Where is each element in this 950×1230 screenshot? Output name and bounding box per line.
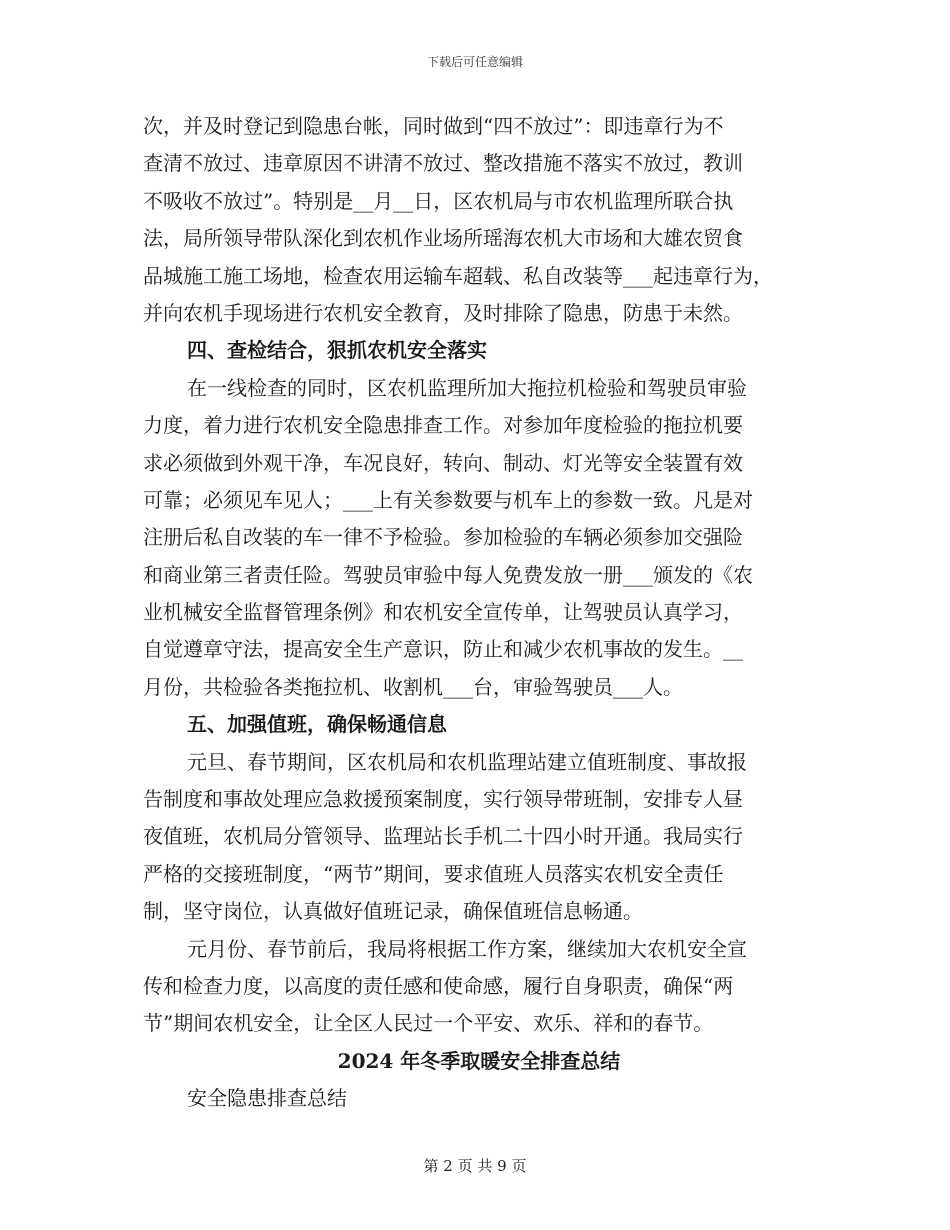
paragraph-line: 力度，着力进行农机安全隐患排查工作。对参加年度检验的拖拉机要 <box>143 413 743 438</box>
paragraph-line: 注册后私自改装的车一律不予检验。参加检验的车辆必须参加交强险 <box>143 525 743 550</box>
page-header: 下载后可任意编辑 <box>426 55 523 69</box>
paragraph-line: 夜值班，农机局分管领导、监理站长手机二十四小时开通。我局实行 <box>143 824 743 849</box>
paragraph-line: 自觉遵章守法，提高安全生产意识，防止和减少农机事故的发生。__ <box>143 637 743 662</box>
paragraph-line: 月份，共检验各类拖拉机、收割机___台，审验驾驶员___人。 <box>143 674 683 699</box>
document-body <box>143 108 815 1118</box>
paragraph-line: 严格的交接班制度，“两节”期间，要求值班人员落实农机安全责任 <box>143 861 724 886</box>
paragraph-line: 并向农机手现场进行农机安全教育，及时排除了隐患，防患于未然。 <box>143 300 743 325</box>
paragraph-first-line: 元旦、春节期间，区农机局和农机监理站建立值班制度、事故报 <box>187 749 747 774</box>
paragraph-line: 求必须做到外观干净，车况良好，转向、制动、灯光等安全装置有效 <box>143 450 743 475</box>
paragraph-line: 制，坚守岗位，认真做好值班记录，确保值班信息畅通。 <box>143 899 643 924</box>
document-title: 2024 年冬季取暖安全排查总结 <box>337 1048 621 1073</box>
paragraph-line: 业机械安全监督管理条例》和农机安全宣传单，让驾驶员认真学习， <box>143 600 743 625</box>
paragraph-line: 查清不放过、违章原因不讲清不放过、整改措施不落实不放过，教训 <box>143 151 743 176</box>
paragraph-first-line: 安全隐患排查总结 <box>187 1086 347 1111</box>
paragraph-line: 可靠；必须见车见人；___上有关参数要与机车上的参数一致。凡是对 <box>143 487 753 512</box>
paragraph-line: 品城施工施工场地，检查农用运输车超载、私自改装等___起违章行为， <box>143 263 773 288</box>
paragraph-line: 和商业第三者责任险。驾驶员审验中每人免费发放一册___颁发的《农 <box>143 562 753 587</box>
paragraph-first-line: 在一线检查的同时，区农机监理所加大拖拉机检验和驾驶员审验 <box>187 375 747 400</box>
paragraph-line: 不吸收不放过”。特别是__月__日，区农机局与市农机监理所联合执 <box>143 188 734 213</box>
paragraph-line: 节”期间农机安全，让全区人民过一个平安、欢乐、祥和的春节。 <box>143 1011 714 1036</box>
paragraph-line: 告制度和事故处理应急救援预案制度，实行领导带班制，安排专人昼 <box>143 787 743 812</box>
paragraph-first-line: 元月份、春节前后，我局将根据工作方案，继续加大农机安全宣 <box>187 936 747 961</box>
paragraph-line: 传和检查力度，以高度的责任感和使命感，履行自身职责，确保“两 <box>143 973 734 998</box>
section-heading: 四、查检结合，狠抓农机安全落实 <box>187 338 487 363</box>
section-heading: 五、加强值班，确保畅通信息 <box>187 712 447 737</box>
paragraph-line: 次，并及时登记到隐患台帐，同时做到“四不放过”：即违章行为不 <box>143 114 724 138</box>
page-footer: 第 2 页 共 9 页 <box>423 1157 527 1175</box>
paragraph-line: 法，局所领导带队深化到农机作业场所瑶海农机大市场和大雄农贸食 <box>143 226 743 251</box>
